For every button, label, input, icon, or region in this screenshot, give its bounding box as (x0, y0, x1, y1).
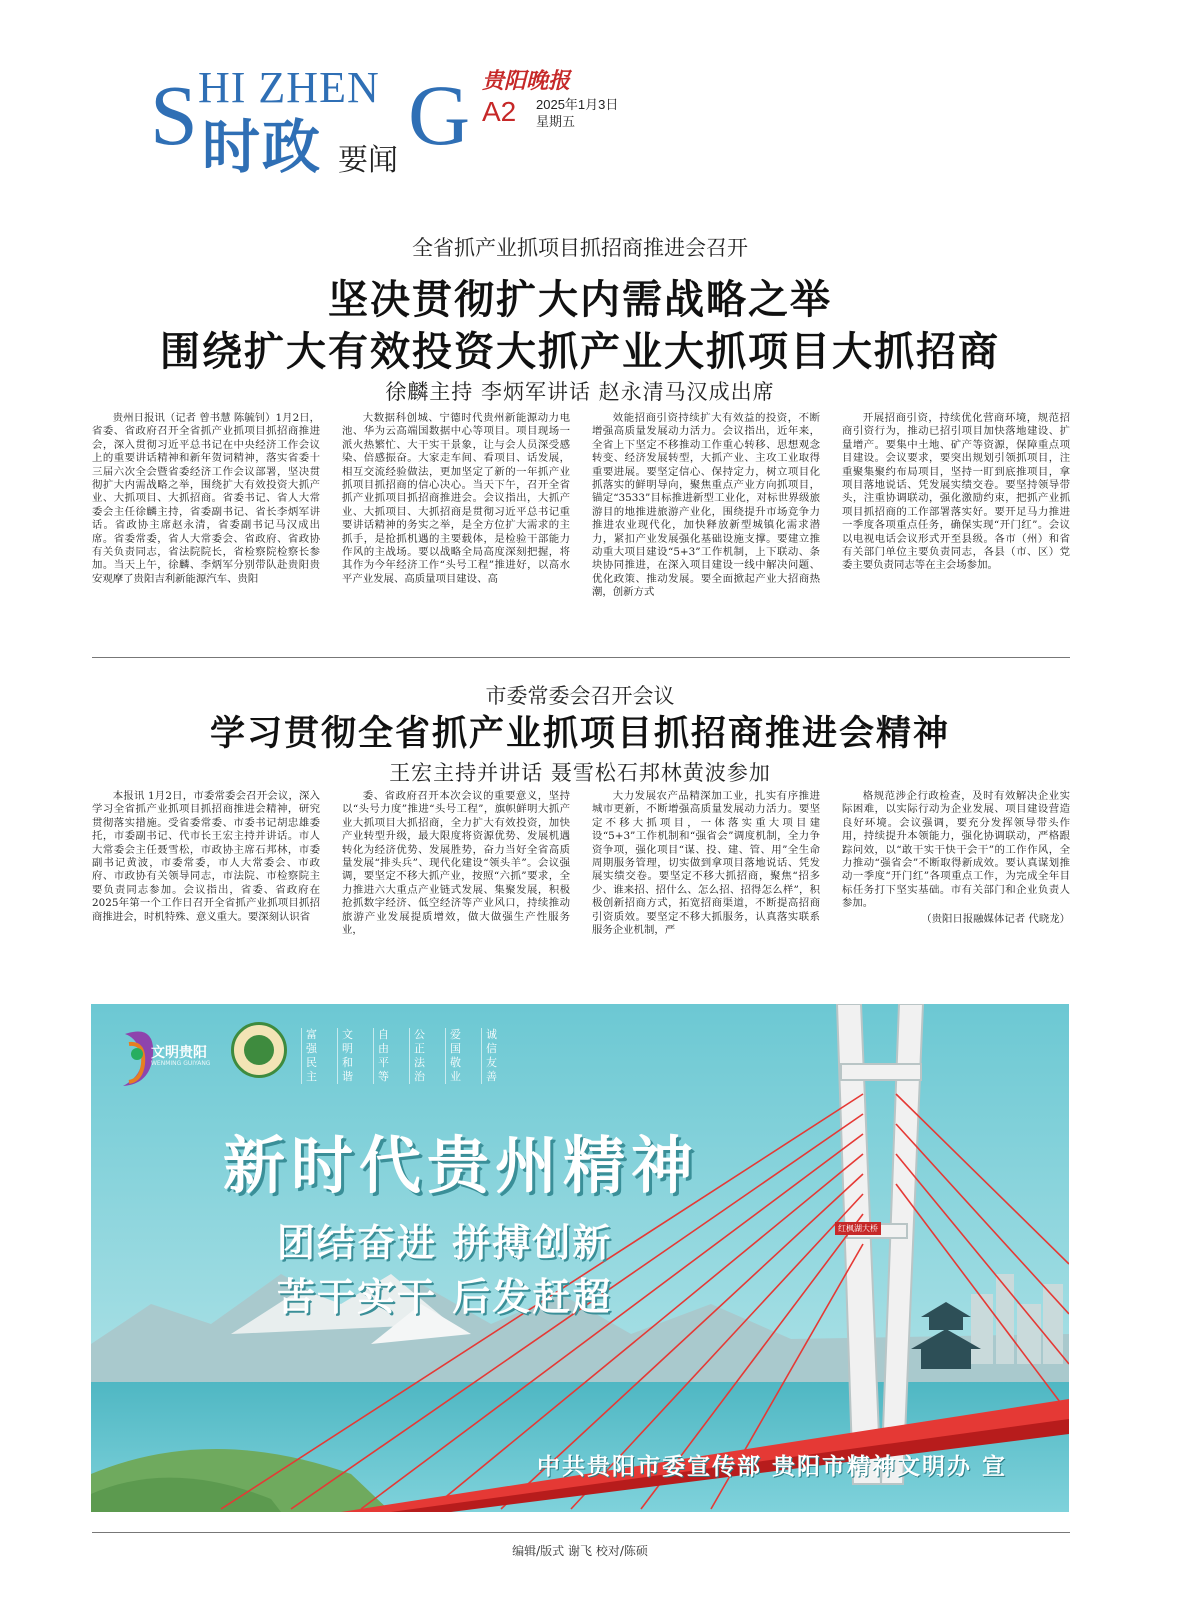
masthead-pinyin-g: G (408, 67, 471, 163)
story1-text-3: 效能招商引资持续扩大有效益的投资，不断增强高质量发展动力活力。会议指出，近年来，全省上下坚定不移推动工作重心转移、思想观念转变、经济发展转型，大抓产业、主攻工业取得重要进展。要坚定信心、保持定力，树立项目化抓落实的鲜明导向，聚焦重点产业方向抓项目，锚定“3533”目标推进新型工业化，对标世界级旅游目的地推进旅游产业化，围绕提升市场竞争力推进农业现代化，加快释放新型城镇化需求潜力，紧扣产业发展强化基础设施支撑。要建立推动重大项目建设“5+3”工作机制，上下联动、条块协同推进，在深入项目建设一线中解决问题、优化政策、推动发展。要全面掀起产业大招商热潮，创新方式 (592, 412, 820, 599)
core-values-col-2: 文明和谐 (337, 1028, 361, 1084)
story2-text-2: 委、省政府召开本次会议的重要意义，坚持以“头号力度”推进“头号工程”，旗帜鲜明大抓产业大抓项目大抓招商，全力扩大有效投资，加快产业转型升级，最大限度将资源优势、发展机遇转化为经济优势、发展胜势，奋力当好全省高质量发展“排头兵”、现代化建设“领头羊”。会议强调，要坚定不移大抓产业，按照“六抓”要求，全力推进六大重点产业链式发展、集聚发展，积极抢抓数字经济、低空经济等产业风口，持续推动旅游产业发展提质增效，做大做强生产性服务业， (342, 790, 570, 937)
core-values-panel (301, 1028, 505, 1084)
story1-column-2 (342, 412, 570, 638)
page-number: A2 (482, 96, 517, 127)
masthead (150, 58, 710, 193)
newspaper-logo: 贵阳晚报 (482, 68, 571, 94)
story1-column-3 (592, 412, 820, 638)
core-values-col-3: 自由平等 (373, 1028, 397, 1084)
story1-text-1: 贵州日报讯（记者 曾书慧 陈毓钊）1月2日，省委、省政府召开全省抓产业抓项目抓招商推进会，深入贯彻习近平总书记在中央经济工作会议上的重要讲话精神和新年贺词精神，落实省委十三届六次全会暨省委经济工作会议部署，坚决贯彻扩大内需战略之举，围绕扩大有效投资大抓产业、大抓项目、大抓招商。省委书记、省人大常委会主任徐麟主持，省委副书记、省长李炳军讲话。省政协主席赵永清，省委副书记马汉成出席。省委常委，省人大常委会、省政府、省政协有关负责同志，省法院院长，省检察院检察长参加。当天上午，徐麟、李炳军分别带队赴贵阳贵安观摩了贵阳吉利新能源汽车、贵阳 (92, 412, 320, 585)
wenming-logo-subtext: WENMING GUIYANG (151, 1060, 211, 1067)
story2-body (92, 790, 1070, 976)
masthead-pinyin-middle: HI ZHEN (198, 63, 380, 112)
story2-byline: （贵阳日报融媒体记者 代晓龙） (921, 912, 1070, 925)
issue-date (536, 96, 618, 130)
story2-column-2 (342, 790, 570, 976)
story1-headline-line2: 围绕扩大有效投资大抓产业大抓项目大抓招商 (160, 329, 1000, 375)
banner-slogan-line1: 团结奋进 拼搏创新 (277, 1221, 613, 1265)
footer-divider (92, 1532, 1070, 1533)
story2-column-4 (842, 790, 1070, 976)
public-service-banner (91, 1004, 1069, 1512)
story1-headline-line1: 坚决贯彻扩大内需战略之举 (328, 277, 832, 323)
issue-weekday: 星期五 (536, 114, 576, 129)
bridge-sign: 红枫湖大桥 (835, 1222, 881, 1235)
issue-date-text: 2025年1月3日 (536, 97, 619, 112)
editor-credits: 编辑/版式 谢飞 校对/陈硕 (512, 1544, 648, 1558)
section-subtitle: 要闻 (338, 143, 398, 178)
emblem-center (244, 1035, 274, 1065)
story1-kicker: 全省抓产业抓项目抓招商推进会召开 (412, 236, 748, 260)
story2-text-1: 本报讯 1月2日，市委常委会召开会议，深入学习全省抓产业抓项目抓招商推进会精神，研究贯彻落实措施。受省委常委、市委书记胡忠雄委托，市委副书记、代市长王宏主持并讲话。市人大常委会主任聂雪松，市政协主席石邦林，市委副书记黄波，市委常委，市人大常委会、市政府、市政协有关领导同志，市法院、市检察院主要负责同志参加。会议指出，省委、省政府在2025年第一个工作日召开全省抓产业抓项目抓招商推进会，时机特殊、意义重大。要深刻认识省 (92, 790, 320, 923)
story2-column-3 (592, 790, 820, 976)
emblem-icon (231, 1022, 287, 1078)
core-values-col-6: 诚信友善 (481, 1028, 505, 1084)
core-values-col-1: 富强民主 (301, 1028, 325, 1084)
story2-column-1 (92, 790, 320, 976)
banner-sponsor: 中共贵阳市委宣传部 贵阳市精神文明办 宣 (537, 1454, 1008, 1480)
banner-slogan-line2: 苦干实干 后发赶超 (277, 1275, 613, 1319)
story2-subhead: 王宏主持并讲话 聂雪松石邦林黄波参加 (389, 761, 771, 785)
masthead-pinyin-s: S (150, 67, 198, 163)
section-divider (92, 657, 1070, 658)
story2-headline: 学习贯彻全省抓产业抓项目抓招商推进会精神 (209, 714, 950, 754)
section-title: 时政 (202, 113, 323, 181)
wenming-logo-text: 文明贵阳 (151, 1045, 207, 1061)
banner-title: 新时代贵州精神 (223, 1129, 700, 1202)
story1-text-4: 开展招商引资，持续优化营商环境，规范招商引资行为，推动已招引项目加快落地建设、扩量增产。要集中土地、矿产等资源，保障重点项目建设。会议要求，要突出规划引领抓项目，注重聚集聚约布局项目，坚持一盯到底推项目，拿项目落地说话、凭发展实绩交卷。要坚持领导带头，注重协调联动，强化激励约束，把抓产业抓项目抓招商的工作部署落实好。要开足马力推进一季度各项重点任务，确保实现“开门红”。会议以电视电话会议形式开至县级。各市（州）和省有关部门单位主要负责同志，各县（市、区）党委主要负责同志等在主会场参加。 (842, 412, 1070, 572)
core-values-col-5: 爱国敬业 (445, 1028, 469, 1084)
story1-subhead: 徐麟主持 李炳军讲话 赵永清马汉成出席 (385, 380, 775, 404)
story2-kicker: 市委常委会召开会议 (485, 684, 675, 708)
story2-text-4: 格规范涉企行政检查，及时有效解决企业实际困难，以实际行动为企业发展、项目建设营造良好环境。会议强调，要充分发挥领导带头作用，持续提升本领能力，强化协调联动，严格跟踪问效，以“敢干实干快干会干”的工作作风，全力推动“强省会”不断取得新成效。要认真谋划推动一季度“开门红”各项重点工作，为完成全年目标任务打下坚实基础。市有关部门和企业负责人参加。 (842, 790, 1070, 910)
story1-column-1 (92, 412, 320, 638)
story1-column-4 (842, 412, 1070, 638)
story1-body (92, 412, 1070, 638)
core-values-col-4: 公正法治 (409, 1028, 433, 1084)
story2-text-3: 大力发展农产品精深加工业，扎实有序推进城市更新，不断增强高质量发展动力活力。要坚定不移大抓项目，一体落实重大项目建设“5+3”工作机制和“强省会”调度机制，全力争资争项，强化项目“谋、投、建、管、用”全生命周期服务管理，切实做到拿项目落地说话、凭发展实绩交卷。要坚定不移大抓招商，聚焦“招多少、谁来招、招什么、怎么招、招得怎么样”，积极创新招商方式，拓宽招商渠道，不断提高招商引资质效。要坚定不移大抓服务，认真落实联系服务企业机制，严 (592, 790, 820, 937)
story1-text-2: 大数据科创城、宁德时代贵州新能源动力电池、华为云高端国数据中心等项目。项目现场一派火热繁忙、大干实干景象，让与会人员深受感染、倍感振奋。大家走车间、看项目、话发展，相互交流经验做法，更加坚定了新的一年抓产业抓项目抓招商的信心决心。当天下午，召开全省抓产业抓项目抓招商推进会。会议指出，大抓产业、大抓项目、大抓招商是贯彻习近平总书记重要讲话精神的务实之举，是全方位扩大需求的主抓手，是抢抓机遇的主要载体，是检验干部能力作风的主战场。要以战略全局高度深刻把握，将其作为今年经济工作“头号工程”推进好，以高水平产业发展、高质量项目建设、高 (342, 412, 570, 585)
